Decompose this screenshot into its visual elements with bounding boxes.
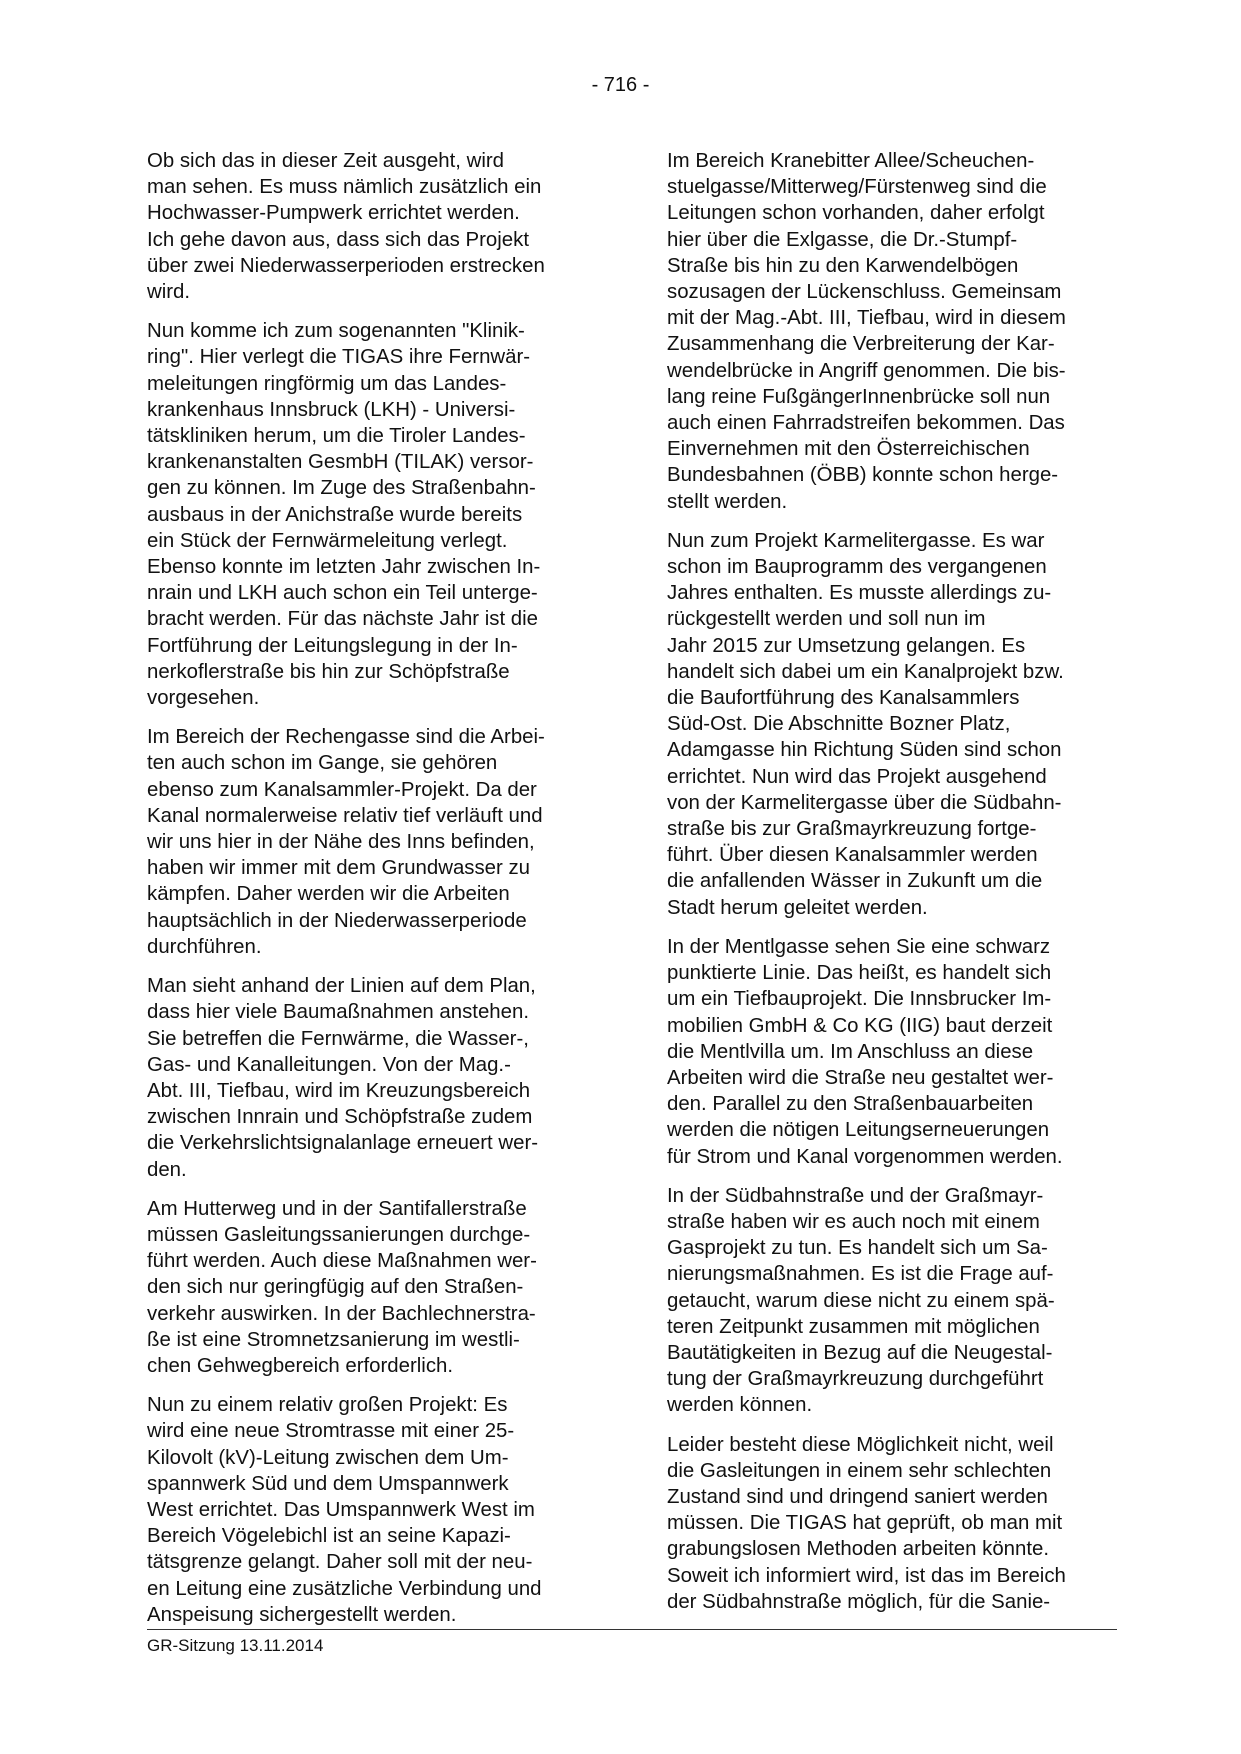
text-line: In der Mentlgasse sehen Sie eine schwarz: [667, 935, 1051, 958]
text-line: mit der Mag.-Abt. III, Tiefbau, wird in diesem: [667, 307, 1066, 330]
text-line: Man sieht anhand der Linien auf dem Plan,: [147, 975, 536, 998]
text-line: wendelbrücke in Angriff genommen. Die bis-: [667, 359, 1066, 382]
text-line: Zustand sind und dringend saniert werden: [667, 1485, 1048, 1508]
text-line: Sie betreffen die Fernwärme, die Wasser-,: [147, 1027, 529, 1050]
text-line: meleitungen ringförmig um das Landes-: [147, 372, 507, 395]
text-line: Fortführung der Leitungslegung in der In-: [147, 634, 518, 657]
text-line: Im Bereich Kranebitter Allee/Scheuchen-: [667, 150, 1035, 172]
page-number: - 716 -: [591, 74, 650, 96]
text-line: den sich nur geringfügig auf den Straßen-: [147, 1276, 524, 1299]
text-line: Hochwasser-Pumpwerk errichtet werden.: [147, 202, 520, 225]
text-line: krankenhaus Innsbruck (LKH) - Universi-: [147, 398, 516, 421]
text-line: spannwerk Süd und dem Umspannwerk: [147, 1472, 509, 1495]
text-line: Arbeiten wird die Straße neu gestaltet wer-: [667, 1066, 1054, 1089]
paragraph: [667, 1183, 1125, 1419]
paragraph: [147, 1392, 599, 1628]
paragraph: [667, 528, 1125, 921]
text-line: Ich gehe davon aus, dass sich das Projekt: [147, 228, 529, 251]
paragraph: [147, 148, 599, 305]
text-line: Bundesbahnen (ÖBB) konnte schon herge-: [667, 464, 1059, 487]
footer-divider: [147, 1629, 1117, 1630]
text-line: um ein Tiefbauprojekt. Die Innsbrucker Im-: [667, 988, 1052, 1011]
text-line: den.: [147, 1158, 187, 1181]
text-line: von der Karmelitergasse über die Südbahn-: [667, 791, 1062, 814]
text-line: werden die nötigen Leitungserneuerungen: [667, 1119, 1050, 1142]
text-line: Jahr 2015 zur Umsetzung gelangen. Es: [667, 634, 1026, 657]
text-line: stellt werden.: [667, 490, 788, 513]
text-line: Kanal normalerweise relativ tief verläuft und: [147, 804, 543, 827]
text-line: Gasprojekt zu tun. Es handelt sich um Sa-: [667, 1237, 1048, 1260]
text-line: zwischen Innrain und Schöpfstraße zudem: [147, 1106, 533, 1129]
text-line: stuelgasse/Mitterweg/Fürstenweg sind die: [667, 176, 1047, 199]
text-line: für Strom und Kanal vorgenommen werden.: [667, 1145, 1063, 1168]
text-line: sozusagen der Lückenschluss. Gemeinsam: [667, 281, 1062, 304]
paragraph: [147, 1196, 599, 1379]
text-line: en Leitung eine zusätzliche Verbindung und: [147, 1577, 542, 1600]
text-line: tätskliniken herum, um die Tiroler Landes-: [147, 425, 526, 448]
text-line: vorgesehen.: [147, 687, 260, 710]
text-line: ein Stück der Fernwärmeleitung verlegt.: [147, 529, 508, 552]
text-line: müssen. Die TIGAS hat geprüft, ob man mit: [667, 1512, 1063, 1535]
text-line: hier über die Exlgasse, die Dr.-Stumpf-: [667, 228, 1018, 251]
text-line: Stadt herum geleitet werden.: [667, 896, 928, 919]
text-line: Kilovolt (kV)-Leitung zwischen dem Um-: [147, 1446, 509, 1469]
text-line: Süd-Ost. Die Abschnitte Bozner Platz,: [667, 713, 1011, 736]
text-line: grabungslosen Methoden arbeiten könnte.: [667, 1538, 1050, 1561]
text-line: den. Parallel zu den Straßenbauarbeiten: [667, 1093, 1034, 1116]
text-line: ße ist eine Stromnetzsanierung im westli-: [147, 1328, 520, 1351]
text-line: auch einen Fahrradstreifen bekommen. Das: [667, 412, 1065, 435]
text-line: Einvernehmen mit den Österreichischen: [667, 438, 1030, 461]
text-line: mobilien GmbH & Co KG (IIG) baut derzeit: [667, 1014, 1053, 1037]
text-line: punktierte Linie. Das heißt, es handelt sich: [667, 962, 1052, 985]
text-line: die Verkehrslichtsignalanlage erneuert wer-: [147, 1132, 539, 1155]
text-line: schon im Bauprogramm des vergangenen: [667, 556, 1047, 579]
text-line: führt werden. Auch diese Maßnahmen wer-: [147, 1250, 537, 1273]
text-line: führt. Über diesen Kanalsammler werden: [667, 844, 1038, 867]
text-line: bracht werden. Für das nächste Jahr ist die: [147, 608, 539, 631]
text-line: Gas- und Kanalleitungen. Von der Mag.-: [147, 1053, 511, 1076]
text-line: die Mentlvilla um. Im Anschluss an diese: [667, 1040, 1034, 1063]
text-line: Adamgasse hin Richtung Süden sind schon: [667, 739, 1062, 762]
text-line: über zwei Niederwasserperioden erstrecken: [147, 254, 545, 277]
text-line: rückgestellt werden und soll nun im: [667, 608, 986, 631]
text-line: man sehen. Es muss nämlich zusätzlich ein: [147, 176, 542, 199]
text-line: kämpfen. Daher werden wir die Arbeiten: [147, 883, 510, 906]
text-line: teren Zeitpunkt zusammen mit möglichen: [667, 1315, 1040, 1338]
text-line: chen Gehwegbereich erforderlich.: [147, 1354, 454, 1377]
text-line: gen zu können. Im Zuge des Straßenbahn-: [147, 477, 536, 500]
text-line: straße bis zur Graßmayrkreuzung fortge-: [667, 818, 1037, 841]
text-line: Nun zu einem relativ großen Projekt: Es: [147, 1394, 508, 1417]
text-line: werden können.: [667, 1394, 813, 1417]
text-line: ten auch schon im Gange, sie gehören: [147, 752, 498, 775]
text-line: tätsgrenze gelangt. Daher soll mit der neu-: [147, 1551, 533, 1574]
text-line: Zusammenhang die Verbreiterung der Kar-: [667, 333, 1055, 356]
text-line: dass hier viele Baumaßnahmen anstehen.: [147, 1001, 529, 1024]
text-line: wird eine neue Stromtrasse mit einer 25-: [147, 1420, 515, 1443]
text-line: die Gasleitungen in einem sehr schlechten: [667, 1459, 1052, 1482]
text-line: Straße bis hin zu den Karwendelbögen: [667, 254, 1019, 277]
text-line: Jahres enthalten. Es musste allerdings zu-: [667, 582, 1052, 605]
text-line: handelt sich dabei um ein Kanalprojekt bzw.: [667, 660, 1064, 683]
text-line: hauptsächlich in der Niederwasserperiode: [147, 909, 527, 932]
paragraph: [667, 1432, 1125, 1615]
text-line: tung der Graßmayrkreuzung durchgeführt: [667, 1368, 1044, 1391]
text-line: nerkoflerstraße bis hin zur Schöpfstraße: [147, 660, 510, 683]
text-line: ring". Hier verlegt die TIGAS ihre Fernwär-: [147, 346, 531, 369]
text-line: getaucht, warum diese nicht zu einem spä-: [667, 1289, 1055, 1312]
text-line: straße haben wir es auch noch mit einem: [667, 1210, 1040, 1233]
footer-session-date: GR-Sitzung 13.11.2014: [147, 1636, 324, 1655]
text-line: ausbaus in der Anichstraße wurde bereits: [147, 503, 523, 526]
paragraph: [147, 724, 599, 960]
text-line: Nun komme ich zum sogenannten "Klinik-: [147, 320, 525, 343]
text-line: die anfallenden Wässer in Zukunft um die: [667, 870, 1043, 893]
text-line: Am Hutterweg und in der Santifallerstraße: [147, 1197, 527, 1220]
text-line: krankenanstalten GesmbH (TILAK) versor-: [147, 451, 534, 474]
text-line: nierungsmaßnahmen. Es ist die Frage auf-: [667, 1263, 1054, 1286]
paragraph: [667, 934, 1125, 1170]
text-line: Im Bereich der Rechengasse sind die Arbei-: [147, 726, 545, 749]
text-line: lang reine FußgängerInnenbrücke soll nun: [667, 385, 1051, 408]
text-line: ebenso zum Kanalsammler-Projekt. Da der: [147, 778, 537, 801]
paragraph: [147, 973, 599, 1183]
left-column: [147, 148, 599, 1641]
text-line: nrain und LKH auch schon ein Teil unterge-: [147, 582, 538, 605]
text-line: Abt. III, Tiefbau, wird im Kreuzungsbereich: [147, 1079, 531, 1102]
paragraph: [147, 318, 599, 711]
text-line: In der Südbahnstraße und der Graßmayr-: [667, 1184, 1044, 1207]
text-line: Leider besteht diese Möglichkeit nicht, weil: [667, 1433, 1054, 1456]
text-line: Soweit ich informiert wird, ist das im Bereich: [667, 1564, 1066, 1587]
text-line: müssen Gasleitungssanierungen durchge-: [147, 1223, 531, 1246]
text-line: verkehr auswirken. In der Bachlechnerstra-: [147, 1302, 536, 1325]
text-line: Ob sich das in dieser Zeit ausgeht, wird: [147, 150, 505, 172]
text-line: Bautätigkeiten in Bezug auf die Neugestal-: [667, 1341, 1053, 1364]
text-line: Leitungen schon vorhanden, daher erfolgt: [667, 202, 1045, 225]
text-line: haben wir immer mit dem Grundwasser zu: [147, 857, 531, 880]
text-line: Anspeisung sichergestellt werden.: [147, 1603, 457, 1626]
text-line: errichtet. Nun wird das Projekt ausgehend: [667, 765, 1047, 788]
text-line: durchführen.: [147, 935, 262, 958]
right-column: [667, 148, 1125, 1628]
text-line: Ebenso konnte im letzten Jahr zwischen In-: [147, 556, 541, 579]
text-line: der Südbahnstraße möglich, für die Sanie-: [667, 1590, 1051, 1613]
text-line: Bereich Vögelebichl ist an seine Kapazi-: [147, 1525, 511, 1548]
paragraph: [667, 148, 1125, 515]
text-line: wird.: [147, 281, 191, 304]
text-line: die Baufortführung des Kanalsammlers: [667, 687, 1020, 710]
text-line: wir uns hier in der Nähe des Inns befinden,: [147, 831, 535, 854]
text-line: Nun zum Projekt Karmelitergasse. Es war: [667, 529, 1045, 552]
text-line: West errichtet. Das Umspannwerk West im: [147, 1498, 535, 1521]
